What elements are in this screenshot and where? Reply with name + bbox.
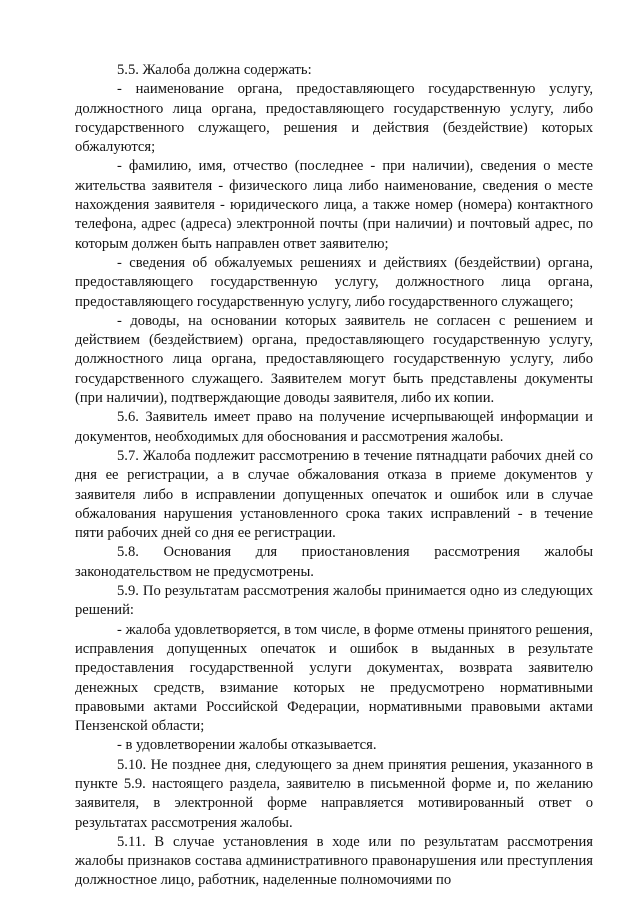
paragraph-5-9-item-satisfied: - жалоба удовлетворяется, в том числе, в форме отмены принятого решения, исправления допущенных опечаток и ошибок в выданных в результате предоставления государственной услуги документах, возврата заявителю денежных средств, взимание которых не предусмотрено нормативными правовыми актами Российской Федерации, нормативными правовыми актами Пензенской области; (75, 621, 593, 735)
paragraph-5-5-item-applicant: - фамилию, имя, отчество (последнее - при наличии), сведения о месте жительства заявителя - физического лица либо наименование, сведения о месте нахождения заявителя - юридического лица, а также номер (номера) контактного телефона, адрес (адреса) электронной почты (при наличии) и почтовый адрес, по которым должен быть направлен ответ заявителю; (75, 158, 593, 252)
paragraph-5-7: 5.7. Жалоба подлежит рассмотрению в течение пятнадцати рабочих дней со дня ее регистрации, а в случае обжалования отказа в приеме документов у заявителя либо в исправлении допущенных опечаток и ошибок или в случае обжалования нарушения установленного срока таких исправлений - в течение пяти рабочих дней со дня ее регистрации. (75, 447, 593, 542)
paragraph-5-5-item-arguments: - доводы, на основании которых заявитель не согласен с решением и действием (бездействием) органа, предоставляющего государственную услугу, должностного лица органа, предоставляющего государственную услугу, либо государственного служащего. Заявителем могут быть представлены документы (при наличии), подтверждающие доводы заявителя, либо их копии. (75, 312, 593, 407)
paragraph-5-5-item-organ: - наименование органа, предоставляющего государственную услугу, должностного лица органа, предоставляющего государственную услугу, либо государственного служащего, решения и действия (бездействие) которых обжалуются; (75, 81, 593, 156)
paragraph-5-11: 5.11. В случае установления в ходе или по результатам рассмотрения жалобы признаков состава административного правонарушения или преступления должностное лицо, работник, наделенные полномочиями по (75, 833, 593, 889)
paragraph-5-10: 5.10. Не позднее дня, следующего за днем принятия решения, указанного в пункте 5.9. настоящего раздела, заявителю в письменной форме и, по желанию заявителя, в электронной форме направляется мотивированный ответ о результатах рассмотрения жалобы. (75, 756, 593, 831)
paragraph-5-8: 5.8. Основания для приостановления рассмотрения жалобы законодательством не предусмотрены. (75, 544, 593, 580)
paragraph-5-9-item-refused: - в удовлетворении жалобы отказывается. (117, 737, 377, 754)
paragraph-5-6: 5.6. Заявитель имеет право на получение исчерпывающей информации и документов, необходимых для обоснования и рассмотрения жалобы. (75, 409, 593, 445)
paragraph-5-5-heading: 5.5. Жалоба должна содержать: (117, 62, 312, 78)
paragraph-5-9: 5.9. По результатам рассмотрения жалобы принимается одно из следующих решений: (75, 583, 593, 619)
paragraph-5-5-item-decisions: - сведения об обжалуемых решениях и действиях (бездействии) органа, предоставляющего государственную услугу, должностного лица органа, предоставляющего государственную услугу, либо государственного служащего; (75, 254, 593, 310)
